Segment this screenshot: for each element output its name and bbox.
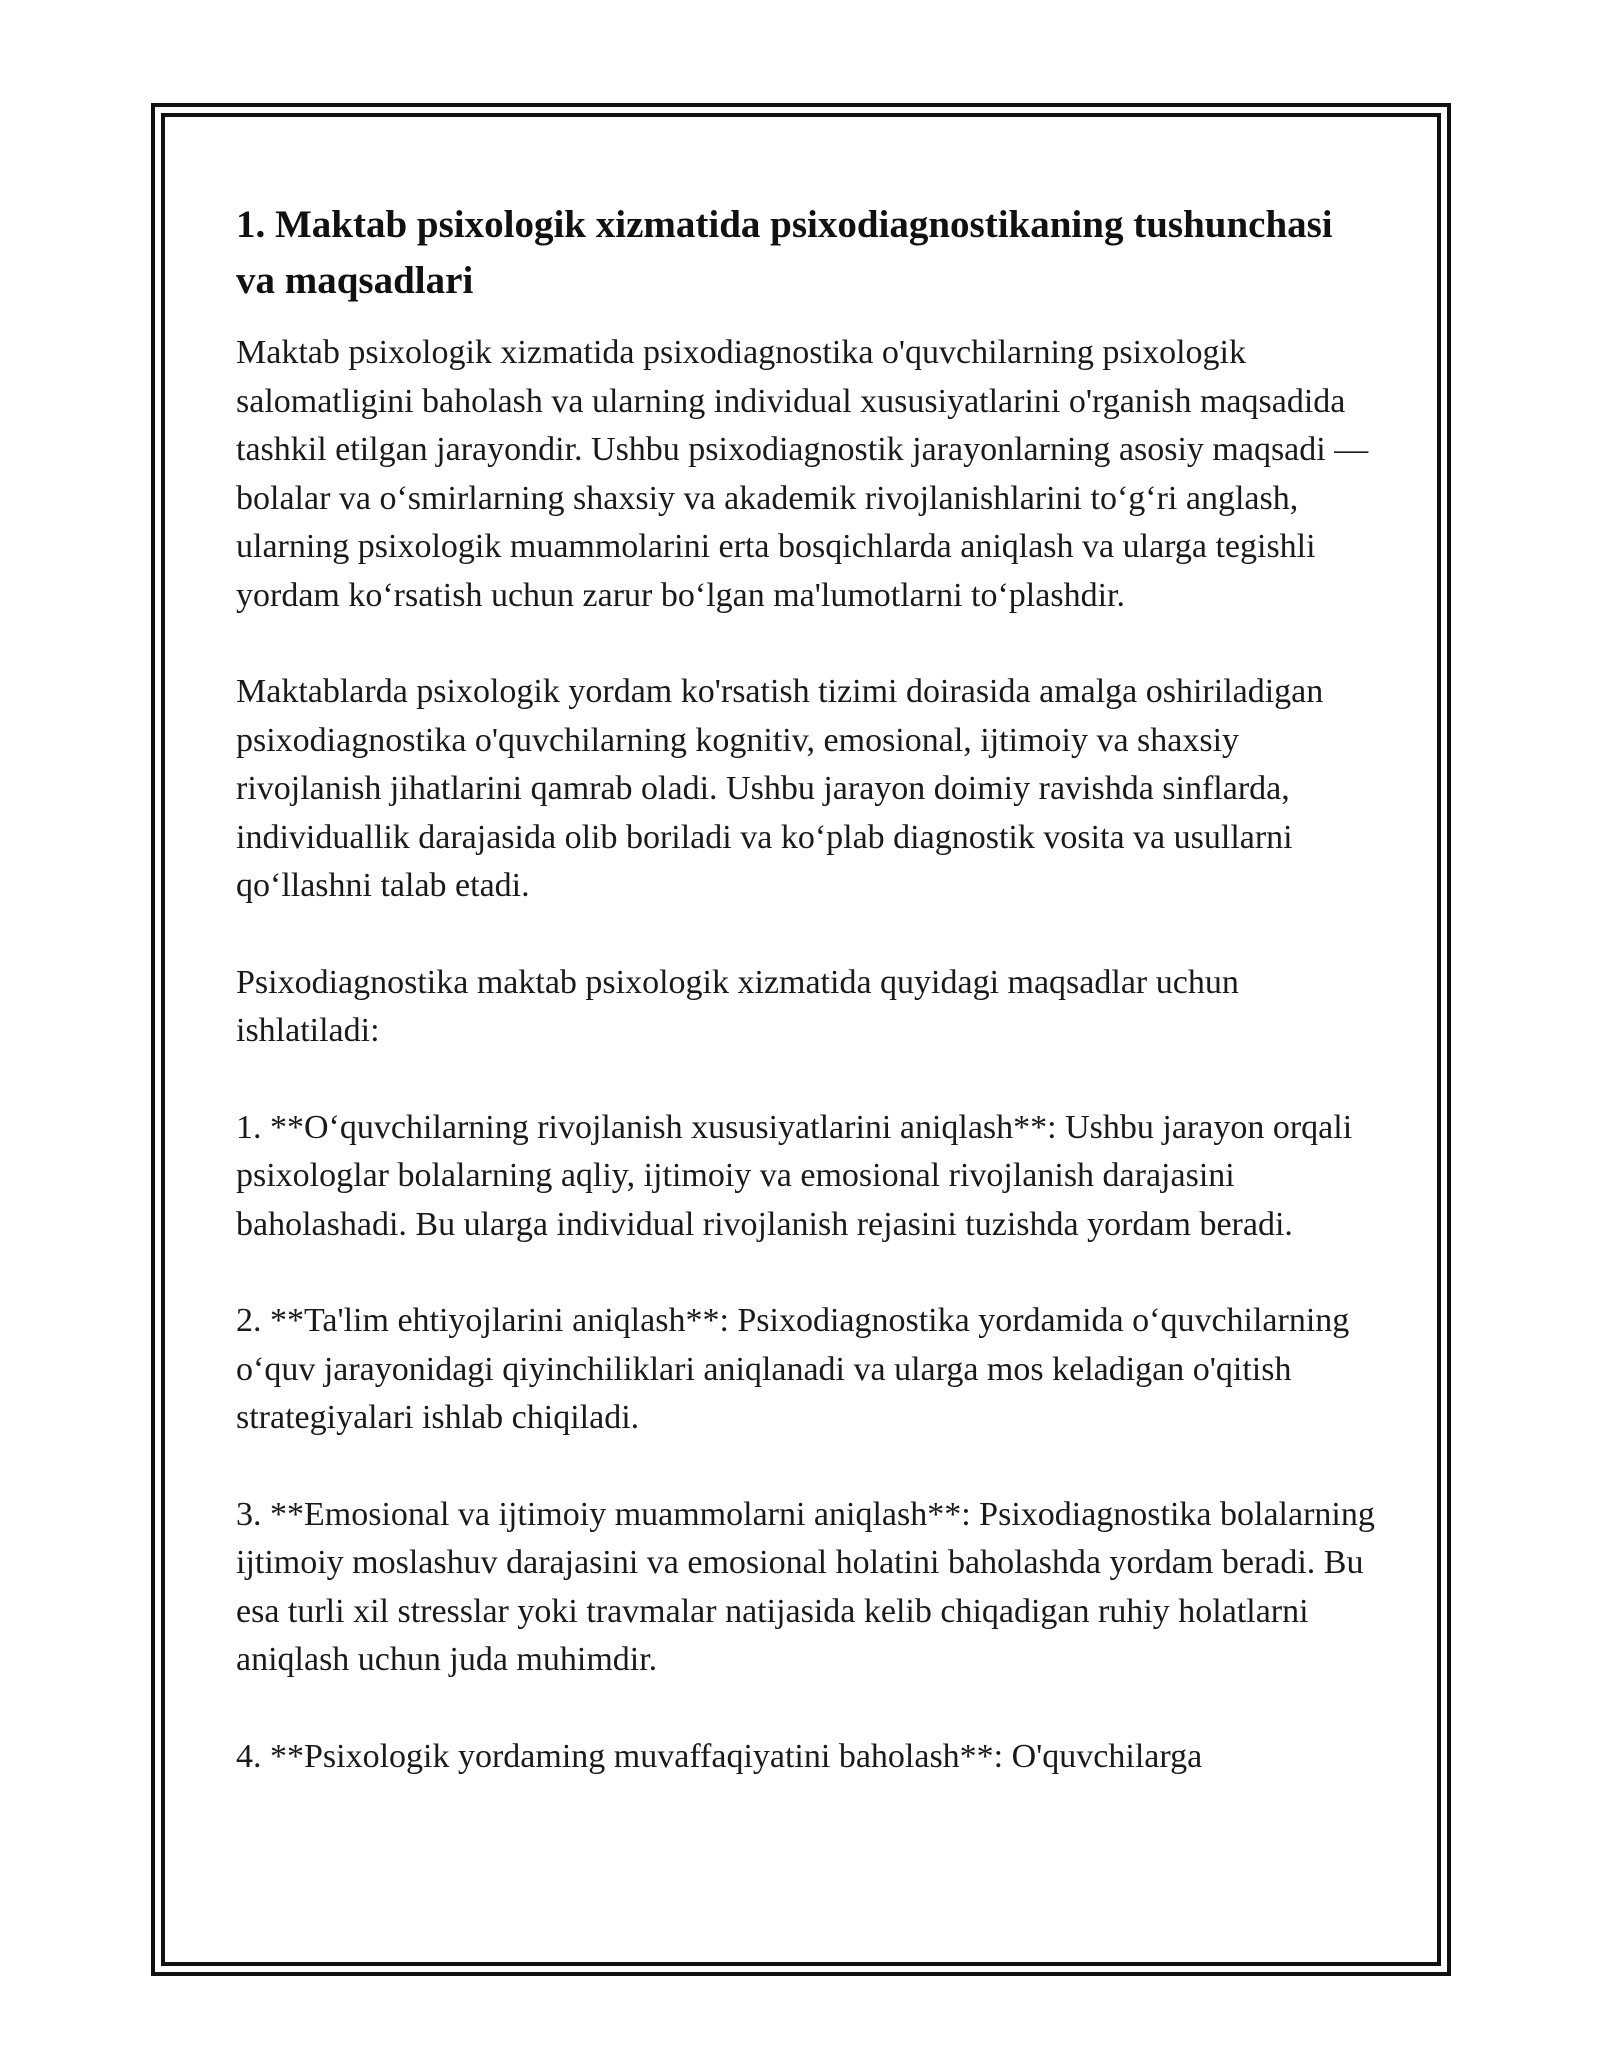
paragraph-purposes-lead: Psixodiagnostika maktab psixologik xizmatida quyidagi maqsadlar uchun ishlatiladi: bbox=[236, 963, 1239, 1049]
page-border bbox=[151, 103, 1451, 1976]
list-item-2: 2. **Ta'lim ehtiyojlarini aniqlash**: Psixodiagnostika yordamida o‘quvchilarning o‘quv jarayonidagi qiyinchiliklari aniqlanadi va ularga mos keladigan o'qitish strategiyalari ishlab chiqiladi. bbox=[236, 1302, 1350, 1436]
page-border-inner bbox=[161, 113, 1441, 1966]
paragraph-scope: Maktablarda psixologik yordam ko'rsatish tizimi doirasida amalga oshiriladigan psixodiagnostika o'quvchilarning kognitiv, emosional, ijtimoiy va shaxsiy rivojlanish jihatlarini qamrab oladi. Ushbu jarayon doimiy ravishda sinflarda, individuallik darajasida olib boriladi va ko‘plab diagnostik vosita va usullarni qo‘llashni talab etadi. bbox=[236, 673, 1324, 904]
list-item-1: 1. **O‘quvchilarning rivojlanish xususiyatlarini aniqlash**: Ushbu jarayon orqali psixologlar bolalarning aqliy, ijtimoiy va emosional rivojlanish darajasini baholashadi. Bu ularga individual rivojlanish rejasini tuzishda yordam beradi. bbox=[236, 1108, 1353, 1243]
document-body bbox=[236, 197, 1376, 1781]
paragraph-intro: Maktab psixologik xizmatida psixodiagnostika o'quvchilarning psixologik salomatligini baholash va ularning individual xususiyatlarini o'rganish maqsadida tashkil etilgan jarayondir. Ushbu psixodiagnostik jarayonlarning asosiy maqsadi — bolalar va o‘smirlarning shaxsiy va akademik rivojlanishlarini to‘g‘ri anglash, ularning psixologik muammolarini erta bosqichlarda aniqlash va ularga tegishli yordam ko‘rsatish uchun zarur bo‘lgan ma'lumotlarni to‘plashdir. bbox=[236, 334, 1369, 614]
section-heading: 1. Maktab psixologik xizmatida psixodiagnostikaning tushunchasi va maqsadlari bbox=[236, 203, 1333, 302]
list-item-4: 4. **Psixologik yordaming muvaffaqiyatini baholash**: O'quvchilarga bbox=[236, 1737, 1203, 1775]
list-item-3: 3. **Emosional va ijtimoiy muammolarni aniqlash**: Psixodiagnostika bolalarning ijtimoiy moslashuv darajasini va emosional holatini baholashda yordam beradi. Bu esa turli xil stresslar yoki travmalar natijasida kelib chiqadigan ruhiy holatlarni aniqlash uchun juda muhimdir. bbox=[236, 1495, 1375, 1678]
